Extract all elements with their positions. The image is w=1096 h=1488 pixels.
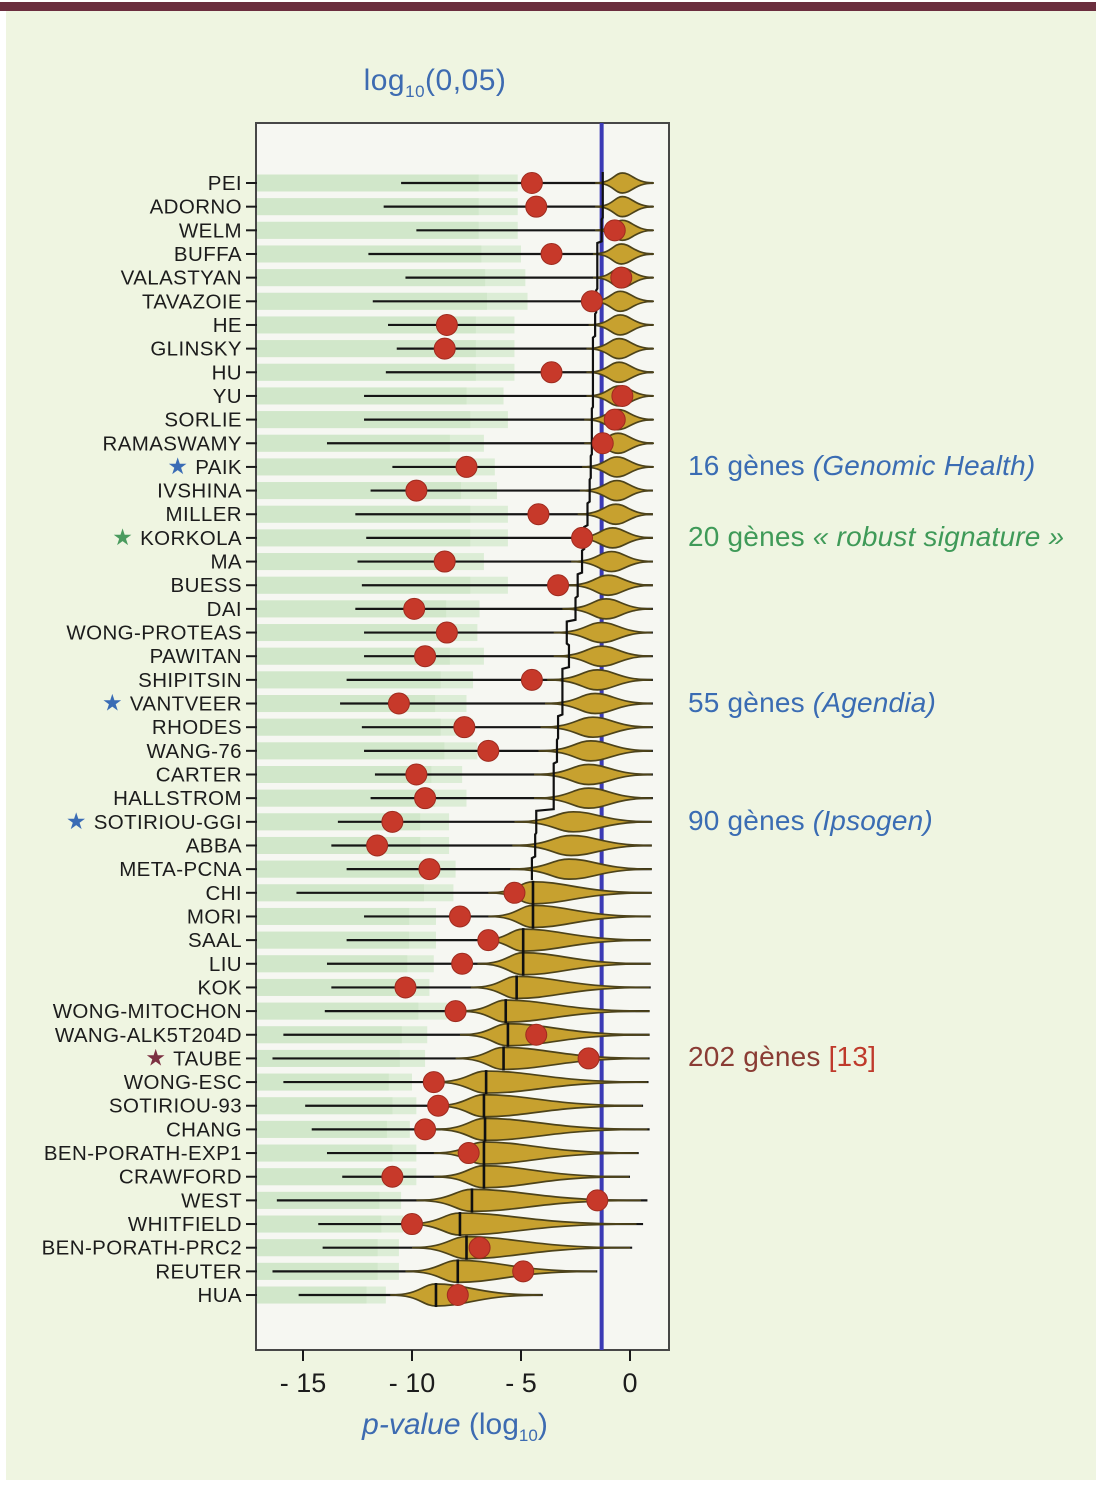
observed-pvalue-dot	[478, 740, 499, 761]
maroon-star-icon: ★	[145, 1044, 174, 1071]
row-label: CHANG	[165, 1118, 242, 1142]
row-label: HE	[212, 313, 242, 337]
annotation-detail: (Genomic Health)	[812, 449, 1036, 481]
annotation-count: 90 gènes	[688, 804, 813, 836]
row-label: PEI	[207, 172, 242, 195]
observed-pvalue-dot	[436, 622, 457, 643]
observed-pvalue-dot	[434, 338, 455, 359]
observed-pvalue-dot	[382, 811, 403, 832]
row-label: ★ TAUBE	[145, 1044, 242, 1071]
observed-pvalue-dot	[581, 291, 602, 312]
observed-pvalue-dot	[367, 835, 388, 856]
annotation-count: 55 gènes	[688, 686, 813, 718]
annotation-detail: [13]	[828, 1041, 877, 1073]
row-label: CHI	[205, 881, 242, 905]
x-tick-label: - 15	[279, 1368, 327, 1398]
observed-pvalue-dot	[449, 906, 470, 927]
observed-pvalue-dot	[604, 220, 625, 241]
row-label: ★ PAIK	[167, 452, 242, 479]
blue-star-icon: ★	[65, 807, 94, 834]
observed-pvalue-dot	[447, 1285, 468, 1306]
xlabel-post: )	[537, 1408, 548, 1441]
row-label: YU	[212, 384, 242, 408]
x-axis	[280, 1350, 638, 1398]
observed-pvalue-dot	[404, 598, 425, 619]
x-tick-label: - 5	[505, 1368, 537, 1398]
observed-pvalue-dot	[415, 646, 436, 667]
row-label: HU	[211, 361, 242, 385]
observed-pvalue-dot	[526, 1024, 547, 1045]
xlabel-pre: (log	[460, 1408, 519, 1441]
observed-pvalue-dot	[611, 267, 632, 288]
row-label: META-PCNA	[119, 858, 242, 882]
row-label: VALASTYAN	[120, 266, 242, 290]
title-sub: 10	[405, 82, 426, 101]
row-label: WONG-MITOCHON	[52, 1000, 242, 1024]
reference-line-title	[280, 64, 590, 102]
row-label: WELM	[178, 219, 242, 243]
observed-pvalue-dot	[419, 859, 440, 880]
annotation-count: 20 gènes	[688, 520, 813, 552]
row-label: RHODES	[151, 716, 242, 740]
row-label: SHIPITSIN	[138, 668, 242, 692]
observed-pvalue-dot	[572, 527, 593, 548]
annotation-detail: (Ipsogen)	[812, 804, 933, 836]
observed-pvalue-dot	[541, 362, 562, 383]
row-label: WONG-ESC	[123, 1071, 242, 1095]
row-label: WEST	[181, 1189, 242, 1213]
row-label: BUESS	[170, 574, 242, 598]
observed-pvalue-dot	[395, 977, 416, 998]
observed-pvalue-dot	[469, 1237, 490, 1258]
row-label: CRAWFORD	[118, 1165, 242, 1189]
row-label: SORLIE	[164, 408, 242, 432]
row-label: TAVAZOIE	[141, 290, 242, 314]
observed-pvalue-dot	[612, 385, 633, 406]
observed-pvalue-dot	[513, 1261, 534, 1282]
observed-pvalue-dot	[415, 788, 436, 809]
observed-pvalue-dot	[406, 764, 427, 785]
title-value: (0,05)	[425, 64, 507, 97]
observed-pvalue-dot	[587, 1190, 608, 1211]
observed-pvalue-dot	[456, 456, 477, 477]
row-label: ★ VANTVEER	[102, 689, 242, 716]
annotation-agendia	[688, 687, 936, 719]
row-label: BEN-PORATH-PRC2	[41, 1236, 242, 1260]
annotation-genomic-health	[688, 450, 1035, 482]
observed-pvalue-dot	[428, 1095, 449, 1116]
row-label: WONG-PROTEAS	[66, 621, 242, 645]
annotation-detail: « robust signature »	[812, 520, 1065, 552]
observed-pvalue-dot	[592, 433, 613, 454]
observed-pvalue-dot	[445, 1001, 466, 1022]
blue-star-icon: ★	[167, 452, 196, 479]
row-label: RAMASWAMY	[102, 432, 242, 456]
blue-star-icon: ★	[102, 689, 130, 716]
observed-pvalue-dot	[541, 243, 562, 264]
observed-pvalue-dot	[423, 1072, 444, 1093]
observed-pvalue-dot	[382, 1166, 403, 1187]
observed-pvalue-dot	[548, 575, 569, 596]
row-label: WANG-ALK5T204D	[54, 1023, 242, 1047]
observed-pvalue-dot	[458, 1143, 479, 1164]
row-label: IVSHINA	[157, 479, 242, 503]
row-label: REUTER	[155, 1260, 242, 1284]
row-label: ADORNO	[149, 195, 242, 219]
row-label: CARTER	[155, 763, 242, 787]
annotation-ipsogen	[688, 805, 933, 837]
annotation-robust-signature	[688, 521, 1064, 553]
row-label: WHITFIELD	[127, 1213, 242, 1237]
observed-pvalue-dot	[604, 409, 625, 430]
observed-pvalue-dot	[578, 1048, 599, 1069]
row-label: WANG-76	[146, 739, 242, 763]
green-star-icon: ★	[112, 523, 141, 550]
row-label: SOTIRIOU-93	[108, 1094, 242, 1118]
observed-pvalue-dot	[452, 953, 473, 974]
annotation-detail: (Agendia)	[812, 686, 937, 718]
observed-pvalue-dot	[521, 173, 542, 194]
observed-pvalue-dot	[415, 1119, 436, 1140]
row-label: ★ SOTIRIOU-GGI	[65, 807, 242, 834]
row-label: HALLSTROM	[113, 787, 242, 811]
observed-pvalue-dot	[504, 882, 525, 903]
row-label: ★ KORKOLA	[112, 523, 242, 550]
title-log: log	[363, 64, 406, 97]
row-label: MILLER	[165, 503, 242, 527]
row-label: SAAL	[187, 929, 242, 953]
observed-pvalue-dot	[454, 717, 475, 738]
observed-pvalue-dot	[402, 1214, 423, 1235]
row-label: BEN-PORATH-EXP1	[43, 1142, 242, 1166]
observed-pvalue-dot	[388, 693, 409, 714]
observed-pvalue-dot	[406, 480, 427, 501]
xlabel-sub: 10	[518, 1426, 538, 1445]
annotation-count: 202 gènes	[688, 1041, 829, 1073]
observed-pvalue-dot	[434, 551, 455, 572]
x-axis-title	[285, 1408, 625, 1446]
row-label: PAWITAN	[149, 645, 242, 669]
observed-pvalue-dot	[521, 669, 542, 690]
row-label: LIU	[208, 952, 242, 976]
xlabel-pvalue: p-value	[362, 1408, 461, 1441]
row-label: BUFFA	[173, 242, 242, 266]
observed-pvalue-dot	[436, 314, 457, 335]
row-labels	[42, 172, 257, 1307]
row-label: KOK	[197, 976, 242, 1000]
annotation-taube-ref	[688, 1041, 876, 1073]
observed-pvalue-dot	[478, 930, 499, 951]
row-label: DAI	[206, 597, 242, 621]
x-tick-label: - 10	[388, 1368, 436, 1398]
observed-pvalue-dot	[526, 196, 547, 217]
row-label: ABBA	[185, 834, 242, 858]
row-label: MA	[210, 550, 242, 574]
row-label: GLINSKY	[150, 337, 242, 361]
x-tick-label: 0	[622, 1368, 638, 1398]
row-label: HUA	[197, 1284, 242, 1308]
observed-pvalue-dot	[528, 504, 549, 525]
row-label: MORI	[186, 905, 242, 929]
annotation-count: 16 gènes	[688, 449, 813, 481]
